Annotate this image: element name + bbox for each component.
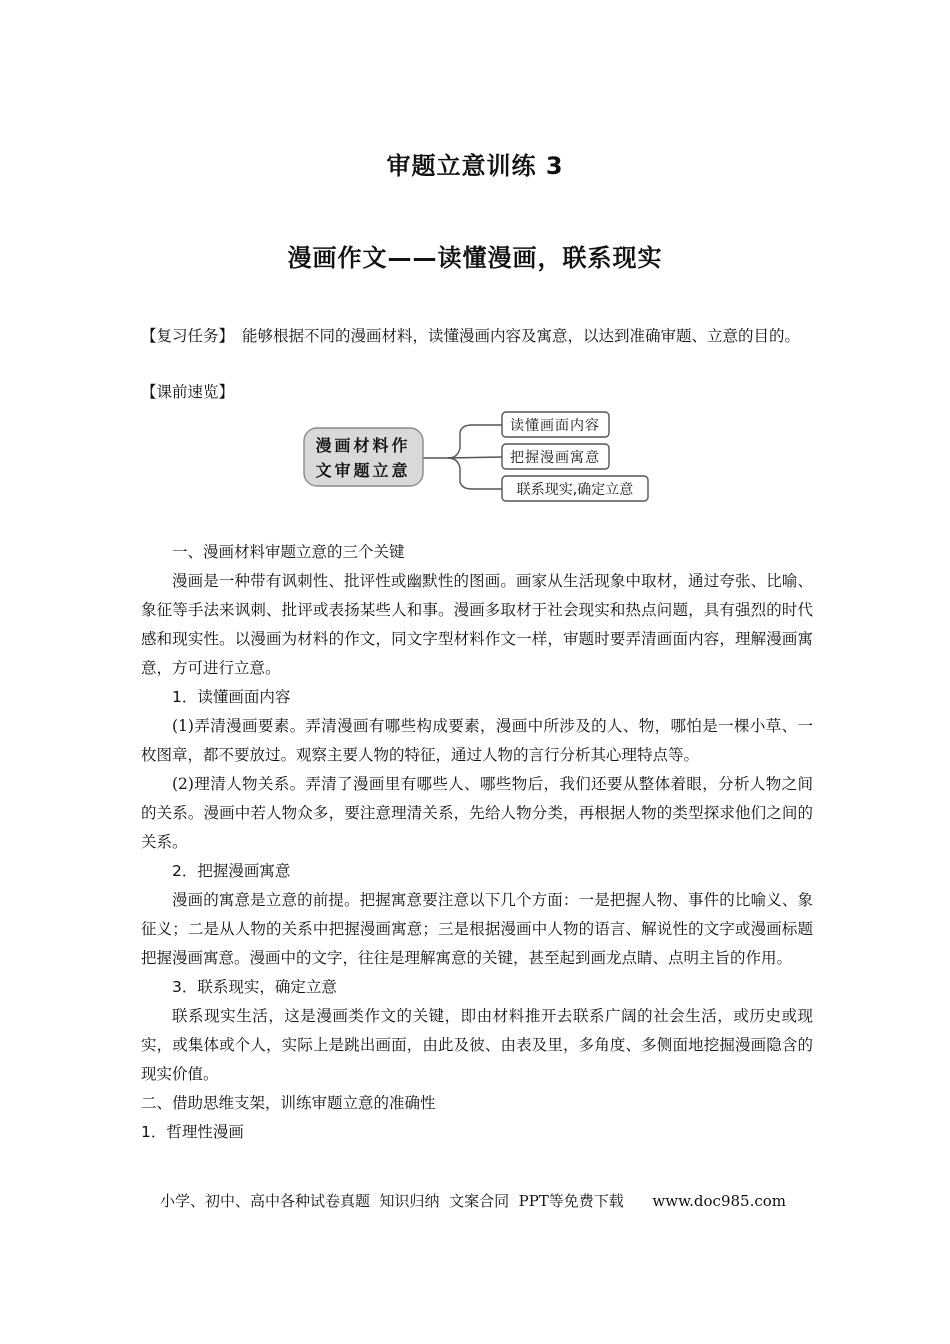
review-task <box>141 322 813 350</box>
preview-label: 【课前速览】 <box>141 383 235 401</box>
footer-left-text: 小学、初中、高中各种试卷真题 知识归纳 文案合同 PPT等免费下载 <box>160 1192 624 1210</box>
section2-heading: 二、借助思维支架，训练审题立意的准确性 <box>141 1094 436 1112</box>
section1-sub2-heading: 2．把握漫画寓意 <box>172 862 291 880</box>
review-task-text: 能够根据不同的漫画材料，读懂漫画内容及寓意，以达到准确审题、立意的目的。 <box>242 327 801 345</box>
section1-intro: 漫画是一种带有讽刺性、批评性或幽默性的图画。画家从生活现象中取材，通过夸张、比喻、象征等手法来讽刺、批评或表扬某些人和事。漫画多取材于社会现实和热点问题，具有强烈的时代感和现实性。以漫画为材料的作文，同文字型材料作文一样，审题时要弄清画面内容，理解漫画寓意，方可进行立意。 <box>141 572 813 677</box>
footer-website: www.doc985.com <box>652 1192 787 1210</box>
page-footer <box>160 1190 800 1211</box>
section1-sub1-paragraph1: (1)弄清漫画要素。弄清漫画有哪些构成要素，漫画中所涉及的人、物，哪怕是一棵小草、一枚图章，都不要放过。观察主要人物的特征，通过人物的言行分析其心理特点等。 <box>141 717 813 764</box>
mind-map-center-line2: 文审题立意 <box>315 461 411 480</box>
mind-map-branch-1: 读懂画面内容 <box>510 418 600 434</box>
section1-sub3-paragraph: 联系现实生活，这是漫画类作文的关键，即由材料推开去联系广阔的社会生活，或历史或现实，或集体或个人，实际上是跳出画面，由此及彼、由表及里，多角度、多侧面地挖掘漫画隐含的现实价值。 <box>141 1007 813 1083</box>
section1-sub1-heading: 1．读懂画面内容 <box>172 688 291 706</box>
main-content <box>141 538 813 1147</box>
section1-sub1-paragraph2: (2)理清人物关系。弄清了漫画里有哪些人、哪些物后，我们还要从整体着眼，分析人物之间的关系。漫画中若人物众多，要注意理清关系，先给人物分类，再根据人物的类型探求他们之间的关系。 <box>141 775 813 851</box>
page-title: 审题立意训练 3 <box>386 152 564 180</box>
mind-map-branch-3: 联系现实,确定立意 <box>516 482 634 498</box>
mind-map <box>300 408 660 508</box>
mind-map-center-line1: 漫画材料作 <box>315 436 411 455</box>
mind-map-connectors <box>423 425 502 489</box>
review-task-label: 【复习任务】 <box>141 327 235 345</box>
mind-map-branch-2: 把握漫画寓意 <box>510 450 600 466</box>
page-subtitle: 漫画作文——读懂漫画，联系现实 <box>287 244 663 272</box>
section1-sub3-heading: 3．联系现实，确定立意 <box>172 978 337 996</box>
section1-sub2-paragraph: 漫画的寓意是立意的前提。把握寓意要注意以下几个方面：一是把握人物、事件的比喻义、象征义；二是从人物的关系中把握漫画寓意；三是根据漫画中人物的语言、解说性的文字或漫画标题把握漫画寓意。漫画中的文字，往往是理解寓意的关键，甚至起到画龙点睛、点明主旨的作用。 <box>141 891 813 967</box>
section2-sub1-heading: 1．哲理性漫画 <box>141 1123 244 1141</box>
section1-heading: 一、漫画材料审题立意的三个关键 <box>172 543 405 561</box>
